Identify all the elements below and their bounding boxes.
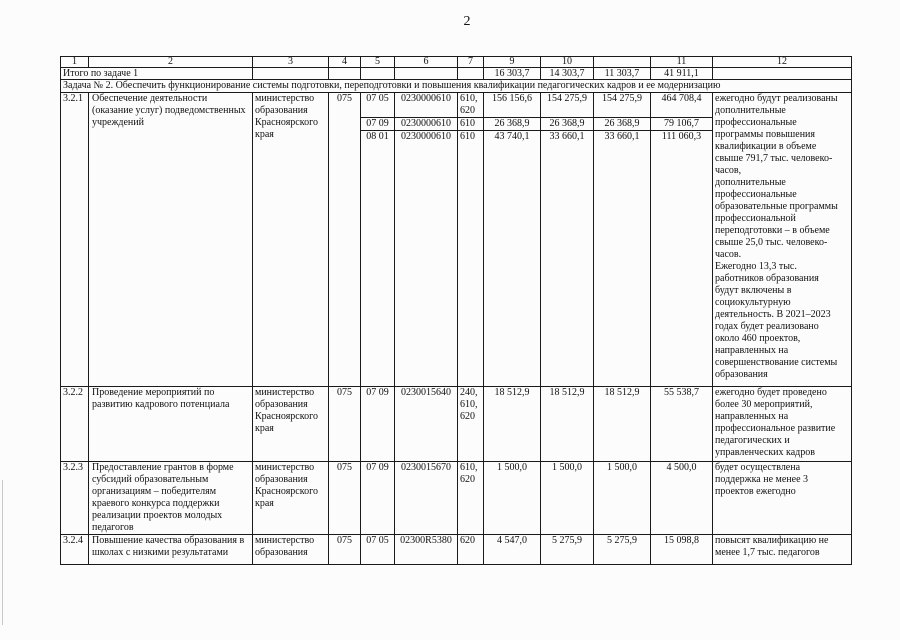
empty-cell — [329, 68, 361, 80]
expense-type-code: 610, 620 — [458, 462, 484, 535]
page-number: 2 — [463, 14, 471, 29]
sum-amount: 79 106,7 — [651, 118, 713, 131]
executor: министерство образования Красноярского края — [253, 387, 329, 462]
total-year3-amount: 11 303,7 — [594, 68, 651, 80]
executor: министерство образования Красноярского края — [253, 462, 329, 535]
expected-result: будет осуществлена поддержка не менее 3 проектов ежегодно — [713, 462, 852, 535]
year2-amount: 33 660,1 — [541, 131, 594, 387]
header-cell-1: 1 — [61, 57, 89, 68]
total-year2-amount: 14 303,7 — [541, 68, 594, 80]
section-code: 07 05 — [361, 535, 395, 565]
expense-type-code: 610, 620 — [458, 93, 484, 118]
grbs-code: 075 — [329, 387, 361, 462]
header-cell-11: 11 — [651, 57, 713, 68]
target-article-code: 0230015640 — [395, 387, 458, 462]
grbs-code: 075 — [329, 535, 361, 565]
section-code: 07 09 — [361, 462, 395, 535]
sum-amount: 4 500,0 — [651, 462, 713, 535]
expense-type-code: 240, 610, 620 — [458, 387, 484, 462]
year1-amount: 18 512,9 — [484, 387, 541, 462]
expense-type-code: 620 — [458, 535, 484, 565]
year1-amount: 1 500,0 — [484, 462, 541, 535]
measure-name: Проведение мероприятий по развитию кадрового потенциала — [89, 387, 253, 462]
task-2-title: Задача № 2. Обеспечить функционирование системы подготовки, переподготовки и повышения квалификации педагогических кадров и ее модернизацию — [61, 80, 852, 93]
measure-name: Повышение качества образования в школах с низкими результатами — [89, 535, 253, 565]
target-article-code: 0230015670 — [395, 462, 458, 535]
total-year1-amount: 16 303,7 — [484, 68, 541, 80]
year1-amount: 4 547,0 — [484, 535, 541, 565]
header-cell-12: 12 — [713, 57, 852, 68]
year2-amount: 154 275,9 — [541, 93, 594, 118]
table-row — [61, 535, 852, 565]
year3-amount: 1 500,0 — [594, 462, 651, 535]
expected-result: ежегодно будут реализованы дополнительные профессиональные программы повышения квалификации в объеме свыше 791,7 тыс. человеко- часов, дополнительные профессиональные образовательные программы профессиональной переподготовки – в объеме свыше 25,0 тыс. человеко- часов. Ежегодно 13,3 тыс. работников образования будут включены в социокультурную деятельность. В 2021–2023 годах будет реализовано около 460 проектов, направленных на совершенствование системы образования — [713, 93, 852, 387]
year1-amount: 156 156,6 — [484, 93, 541, 118]
measure-name: Обеспечение деятельности (оказание услуг) подведомственных учреждений — [89, 93, 253, 387]
sum-amount: 111 060,3 — [651, 131, 713, 387]
header-cell-4: 4 — [329, 57, 361, 68]
task-1-total-row — [61, 68, 852, 80]
year3-amount: 5 275,9 — [594, 535, 651, 565]
expected-result: ежегодно будет проведено более 30 мероприятий, направленных на профессиональное развитие педагогических и управленческих кадров — [713, 387, 852, 462]
year2-amount: 5 275,9 — [541, 535, 594, 565]
sum-amount: 464 708,4 — [651, 93, 713, 118]
task-2-heading-row — [61, 80, 852, 93]
executor: министерство образования — [253, 535, 329, 565]
target-article-code: 0230000610 — [395, 93, 458, 118]
expected-result: повысят квалификацию не менее 1,7 тыс. педагогов — [713, 535, 852, 565]
section-code: 07 05 — [361, 93, 395, 118]
scan-edge-line — [2, 480, 3, 625]
sum-amount: 55 538,7 — [651, 387, 713, 462]
program-measures-table — [60, 56, 852, 565]
empty-cell — [713, 68, 852, 80]
table-row — [61, 387, 852, 462]
table-row — [61, 462, 852, 535]
expense-type-code: 610 — [458, 131, 484, 387]
section-code: 07 09 — [361, 387, 395, 462]
header-cell-empty — [594, 57, 651, 68]
section-code: 07 09 — [361, 118, 395, 131]
year2-amount: 18 512,9 — [541, 387, 594, 462]
row-number: 3.2.4 — [61, 535, 89, 565]
header-cell-7: 7 — [458, 57, 484, 68]
header-cell-10: 10 — [541, 57, 594, 68]
grbs-code: 075 — [329, 462, 361, 535]
year1-amount: 43 740,1 — [484, 131, 541, 387]
row-number: 3.2.2 — [61, 387, 89, 462]
year3-amount: 26 368,9 — [594, 118, 651, 131]
year3-amount: 33 660,1 — [594, 131, 651, 387]
empty-cell — [395, 68, 458, 80]
section-code: 08 01 — [361, 131, 395, 387]
target-article-code: 0230000610 — [395, 131, 458, 387]
total-label: Итого по задаче 1 — [61, 68, 253, 80]
empty-cell — [361, 68, 395, 80]
executor: министерство образования Красноярского края — [253, 93, 329, 387]
target-article-code: 0230000610 — [395, 118, 458, 131]
year3-amount: 18 512,9 — [594, 387, 651, 462]
grbs-code: 075 — [329, 93, 361, 387]
total-sum-amount: 41 911,1 — [651, 68, 713, 80]
year2-amount: 1 500,0 — [541, 462, 594, 535]
expense-type-code: 610 — [458, 118, 484, 131]
sum-amount: 15 098,8 — [651, 535, 713, 565]
target-article-code: 02300R5380 — [395, 535, 458, 565]
year2-amount: 26 368,9 — [541, 118, 594, 131]
year1-amount: 26 368,9 — [484, 118, 541, 131]
header-cell-3: 3 — [253, 57, 329, 68]
header-cell-9: 9 — [484, 57, 541, 68]
column-number-row — [61, 57, 852, 68]
measure-name: Предоставление грантов в форме субсидий образовательным организациям – победителям краевого конкурса поддержки реализации проектов молодых педагогов — [89, 462, 253, 535]
row-number: 3.2.3 — [61, 462, 89, 535]
header-cell-2: 2 — [89, 57, 253, 68]
header-cell-6: 6 — [395, 57, 458, 68]
table-row — [61, 93, 852, 118]
row-number: 3.2.1 — [61, 93, 89, 387]
empty-cell — [253, 68, 329, 80]
header-cell-5: 5 — [361, 57, 395, 68]
year3-amount: 154 275,9 — [594, 93, 651, 118]
empty-cell — [458, 68, 484, 80]
